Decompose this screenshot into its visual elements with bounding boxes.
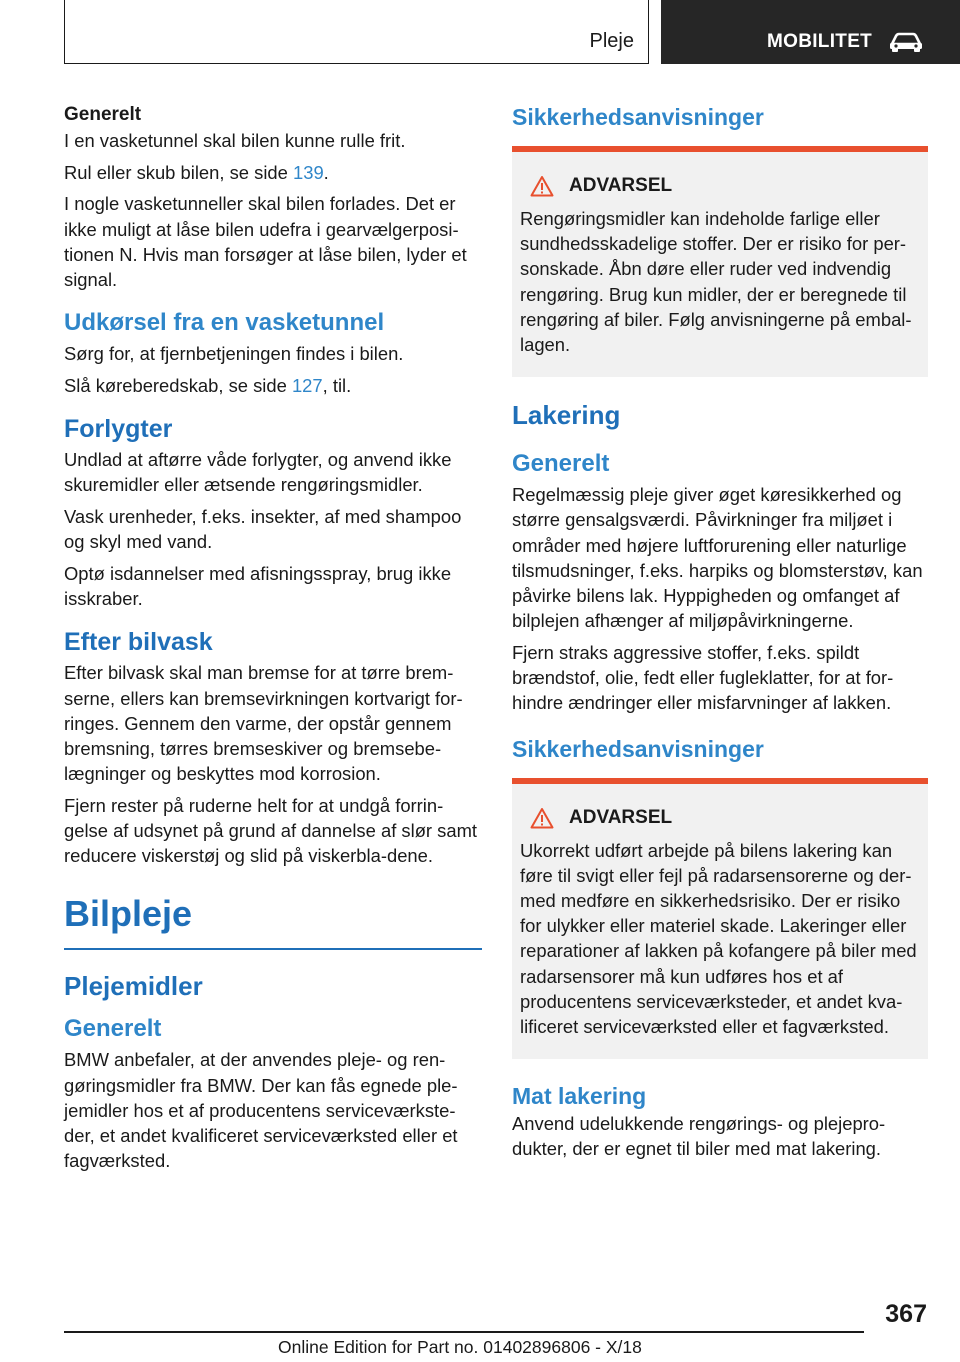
heading-generelt-right: Generelt [512,450,610,478]
warning-text: Ukorrekt udført arbejde på bilens lakering kan føre til svigt eller fejl på radarsensorerne og der-med medføre en sikkerhedsrisiko. Der er risiko for ulykker eller materiel skade. Lakeringer eller reparationer af lakken på kofangere på biler med radarsensorer må kun udføres hos et af producentens serviceværksteder, et andet kva-lificeret serviceværksted eller et fagværksted. [520,839,917,1037]
warning-triangle-icon [530,807,554,829]
header-chapter-tab[interactable] [661,0,960,64]
warning-text: Rengøringsmidler kan indeholde farlige eller sundhedsskadelige stoffer. Der er risiko for per-sonskade. Åbn døre eller ruder ved indvendig rengøring. Brug kun midler, der er beregnede til rengøring af biler. Følg anvisningerne på embal-lagen. [520,208,912,356]
paragraph: Sørg for, at fjernbetjeningen findes i bilen. [64,343,404,365]
warning-title [520,174,920,198]
car-icon [888,31,924,53]
left-column [64,102,482,1180]
paragraph: Fjern straks aggressive stoffer, f.eks. spildt brændstof, olie, fedt eller fugleklatter, for at for-hindre ændringer eller misfarvninger af lakken. [512,641,894,714]
heading-sikkerhedsanvisninger-1: Sikkerhedsanvisninger [512,104,764,130]
paragraph: I en vasketunnel skal bilen kunne rulle frit. [64,130,406,151]
paragraph [64,160,482,185]
page-number: 367 [885,1300,927,1328]
paragraph: Undlad at aftørre våde forlygter, og anvend ikke skuremidler eller ætsende rengøringsmidler. [64,449,452,496]
heading-efter-bilvask: Efter bilvask [64,628,213,657]
paragraph: Efter bilvask skal man bremse for at tørre brem-serne, ellers kan bremsevirkningen kortvarigt for-ringes. Gennem den varme, der opstår gennem bremsning, tørres bremseskiver og bremsebe-lægninger og beskyttes mod korrosion. [64,662,463,785]
warning-label: ADVARSEL [569,175,673,196]
right-column [512,102,928,1168]
text: , til. [322,374,352,396]
heading-sikkerhedsanvisninger-2: Sikkerhedsanvisninger [512,735,764,762]
warning-triangle-icon [530,175,554,197]
heading-mat-lakering: Mat lakering [512,1083,647,1110]
warning-label: ADVARSEL [569,806,673,828]
warning-box-2 [512,778,928,1060]
header-section-box [64,0,649,64]
paragraph: Vask urenheder, f.eks. insekter, af med shampoo og skyl med vand. [64,506,462,553]
page-link-127[interactable]: 127 [291,374,323,396]
text: Rul eller skub bilen, se side [64,161,293,183]
paragraph: Optø isdannelser med afisningsspray, brug ikke isskraber. [64,562,452,610]
heading-generelt: Generelt [64,104,142,125]
header-chapter-label: MOBILITET [767,31,873,52]
paragraph [64,373,482,398]
paragraph: BMW anbefaler, at der anvendes pleje- og ren-gøringsmidler fra BMW. Der kan fås egnede ple-jemidler hos et af producentens serviceværkste-der, et andet kvalificeret serviceværksted eller et fagværksted. [64,1049,458,1172]
footer-divider [64,1331,864,1333]
paragraph: Regelmæssig pleje giver øget køresikkerhed og større gensalgsværdi. Påvirkninger fra miljøet i områder med højere luftforurening eller naturlige tilsmudsninger, f.eks. harpiks og blomsterstøv, kan påvirke bilens lak. Hyppigheden og omfanget af bilplejen afhænger af miljøpåvirkningerne. [512,484,923,632]
heading-plejemidler: Plejemidler [64,971,203,1002]
heading-generelt-2: Generelt [64,1015,162,1043]
text: Slå køreberedskab, se side [64,374,292,396]
heading-udkorsel: Udkørsel fra en vasketunnel [64,309,385,337]
heading-bilpleje: Bilpleje [64,892,482,950]
paragraph: Anvend udelukkende rengørings- og plejepro-dukter, der er egnet til biler med mat lakering. [512,1113,886,1160]
warning-box-1 [512,146,928,377]
paragraph: Fjern rester på ruderne helt for at undgå forrin-gelse af udsynet på grund af dannelse af slør samt reducere viskerstøj og slid på viskerbla-dene. [64,794,478,867]
header-section-title: Pleje [589,30,634,52]
heading-lakering: Lakering [512,400,621,431]
warning-title [520,806,920,830]
heading-forlygter: Forlygter [64,415,173,444]
footer-edition: Online Edition for Part no. 01402896806 - X/18 [278,1337,642,1357]
text: . [323,161,329,183]
paragraph: I nogle vasketunneller skal bilen forlades. Det er ikke muligt at låse bilen udefra i gearvælgerposi-tionen N. Hvis man forsøger at låse bilen, lyder et signal. [64,193,467,291]
page-link-139[interactable]: 139 [292,161,324,183]
